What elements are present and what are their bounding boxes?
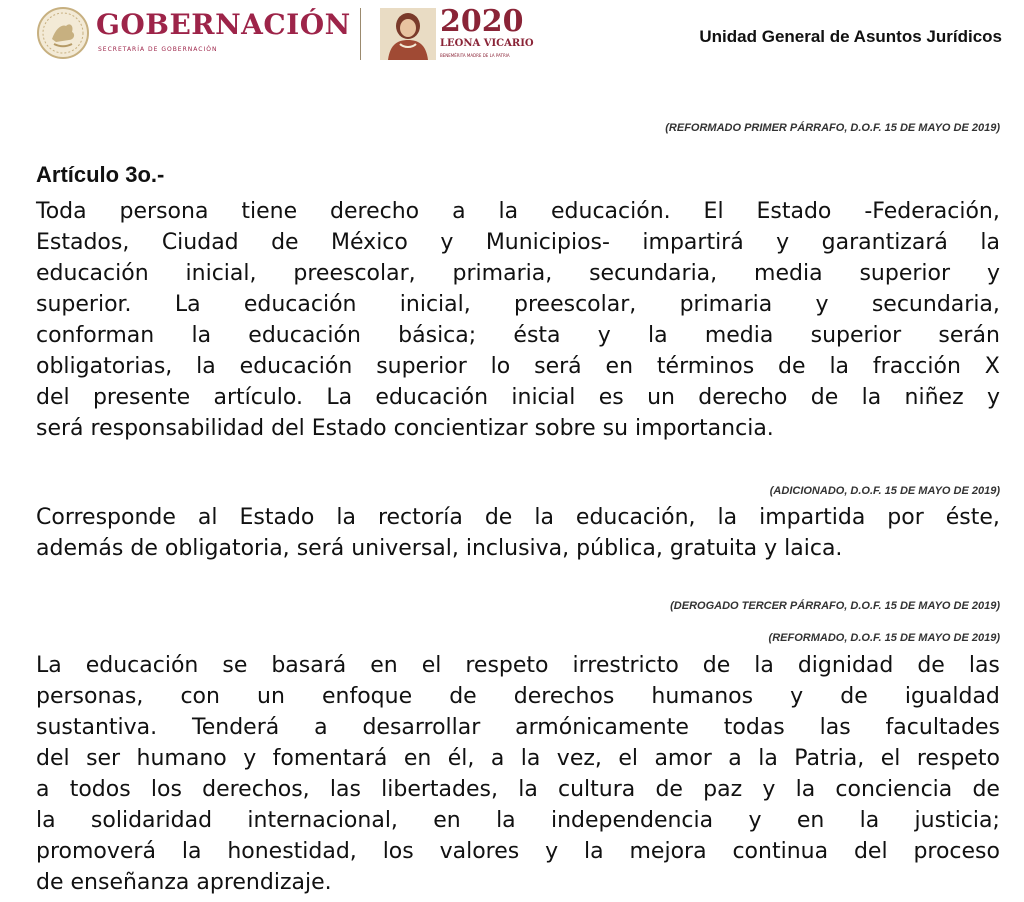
word: de xyxy=(449,684,477,709)
word: de xyxy=(917,653,945,678)
brand-block xyxy=(96,8,351,58)
word: por xyxy=(887,505,924,530)
word: la xyxy=(861,385,882,410)
paragraph-line xyxy=(36,533,1000,564)
word: educación xyxy=(243,292,357,317)
word: internacional, xyxy=(247,808,398,833)
word: -Federación, xyxy=(864,199,1000,224)
word: de xyxy=(810,385,839,410)
word: sobre xyxy=(534,416,596,441)
word: lo xyxy=(490,354,511,379)
word: sustantiva. xyxy=(36,715,158,740)
word: igualdad xyxy=(904,684,1000,709)
word: y xyxy=(986,385,1000,410)
word: importancia. xyxy=(635,416,774,441)
word: inicial, xyxy=(185,261,257,286)
word: al xyxy=(197,505,218,530)
word: a xyxy=(728,746,742,771)
paragraph-line xyxy=(36,227,1000,258)
paragraph-line xyxy=(36,196,1000,227)
word: educación xyxy=(248,323,361,348)
word: a xyxy=(36,777,50,802)
word: persona xyxy=(119,199,209,224)
word: Patria, xyxy=(794,746,865,771)
word: derechos, xyxy=(202,777,310,802)
word: México xyxy=(331,230,408,255)
word: serán xyxy=(938,323,1000,348)
reform-note-first: (REFORMADO PRIMER PÁRRAFO, D.O.F. 15 DE MAYO DE 2019) xyxy=(665,122,1000,134)
word: secundaria, xyxy=(589,261,718,286)
word: secundaria, xyxy=(871,292,1000,317)
word: todas xyxy=(723,715,785,740)
word: obligatorias, xyxy=(36,354,173,379)
word: mejora xyxy=(629,839,707,864)
word: derecho xyxy=(698,385,788,410)
word: educación xyxy=(85,653,199,678)
word: básica; xyxy=(398,323,477,348)
word: dignidad xyxy=(797,653,894,678)
word: desarrollar xyxy=(362,715,481,740)
word: enfoque xyxy=(321,684,413,709)
word: la xyxy=(36,808,56,833)
word: del xyxy=(853,839,888,864)
word: los xyxy=(382,839,414,864)
word: aprendizaje. xyxy=(196,870,332,895)
word: y xyxy=(440,230,454,255)
word: honestidad, xyxy=(227,839,357,864)
word: armónicamente xyxy=(515,715,689,740)
word: enseñanza xyxy=(70,870,190,895)
word: las xyxy=(329,777,361,802)
word: superior. xyxy=(36,292,132,317)
word: promoverá xyxy=(36,839,156,864)
word: laica. xyxy=(784,536,843,561)
word: ser xyxy=(86,746,121,771)
word: de xyxy=(840,684,868,709)
paragraph-line xyxy=(36,413,1000,444)
word: solidaridad xyxy=(90,808,213,833)
word: de xyxy=(36,870,64,895)
word: ésta xyxy=(513,323,561,348)
document-header xyxy=(0,0,1024,80)
word: cultura xyxy=(558,777,636,802)
word: proceso xyxy=(913,839,1000,864)
word: la xyxy=(717,505,738,530)
word: y xyxy=(790,684,804,709)
word: fracción xyxy=(872,354,961,379)
word: media xyxy=(754,261,823,286)
word: obligatoria, xyxy=(164,536,290,561)
word: humanos xyxy=(651,684,754,709)
year-block xyxy=(440,4,550,64)
word: a xyxy=(314,715,328,740)
word: de xyxy=(655,777,683,802)
word: humano xyxy=(136,746,227,771)
word: la xyxy=(648,323,668,348)
word: es xyxy=(598,385,624,410)
word: y xyxy=(776,230,790,255)
brand-subtitle: SECRETARÍA DE GOBERNACIÓN xyxy=(98,46,218,53)
word: justicia; xyxy=(914,808,1000,833)
word: personas, xyxy=(36,684,144,709)
word: la xyxy=(181,839,202,864)
word: concientizar xyxy=(393,416,528,441)
word: primaria xyxy=(679,292,773,317)
word: y xyxy=(243,746,257,771)
word: los xyxy=(150,777,182,802)
national-seal-icon xyxy=(36,6,90,60)
word: y xyxy=(748,808,762,833)
paragraph-line xyxy=(36,681,1000,712)
year-title: 2020 xyxy=(440,4,524,39)
word: facultades xyxy=(885,715,1000,740)
paragraph-line xyxy=(36,867,1000,898)
paragraph-line xyxy=(36,743,1000,774)
word: educación, xyxy=(575,505,696,530)
word: La xyxy=(36,653,62,678)
word: pública, xyxy=(576,536,663,561)
word: de xyxy=(271,230,299,255)
word: a xyxy=(490,746,505,771)
word: paz xyxy=(703,777,743,802)
word: niñez xyxy=(904,385,964,410)
paragraph-line xyxy=(36,836,1000,867)
word: continua xyxy=(732,839,829,864)
paragraph-line xyxy=(36,712,1000,743)
word: del xyxy=(36,746,70,771)
word: el xyxy=(421,653,442,678)
word: la xyxy=(191,323,212,348)
word: independencia xyxy=(550,808,714,833)
word: la xyxy=(518,777,538,802)
word: El xyxy=(703,199,724,224)
word: se xyxy=(222,653,248,678)
word: será xyxy=(534,354,582,379)
word: educación xyxy=(239,354,353,379)
word: impartirá xyxy=(642,230,744,255)
word: un xyxy=(647,385,675,410)
word: fomentará xyxy=(272,746,388,771)
word: será xyxy=(36,416,84,441)
word: la xyxy=(754,653,774,678)
word: en xyxy=(370,653,398,678)
word: la xyxy=(584,839,604,864)
word: a xyxy=(452,199,466,224)
word: inclusiva, xyxy=(465,536,570,561)
word: en xyxy=(796,808,825,833)
added-note: (ADICIONADO, D.O.F. 15 DE MAYO DE 2019) xyxy=(769,485,1000,497)
word: la xyxy=(980,230,1000,255)
word: Estado xyxy=(239,505,315,530)
word: de xyxy=(972,777,1000,802)
word: universal, xyxy=(351,536,459,561)
word: educación. xyxy=(551,199,671,224)
word: primaria, xyxy=(452,261,553,286)
paragraph-line xyxy=(36,351,1000,382)
word: preescolar, xyxy=(293,261,416,286)
word: vez, xyxy=(556,746,602,771)
reformed-note: (REFORMADO, D.O.F. 15 DE MAYO DE 2019) xyxy=(768,632,1000,644)
word: todos xyxy=(69,777,131,802)
word: y xyxy=(597,323,611,348)
word: y xyxy=(545,839,559,864)
word: además xyxy=(36,536,124,561)
word: las xyxy=(968,653,1000,678)
word: en xyxy=(433,808,461,833)
brand-title: GOBERNACIÓN xyxy=(96,8,351,41)
word: Ciudad xyxy=(161,230,239,255)
paragraph-line xyxy=(36,650,1000,681)
word: tiene xyxy=(241,199,298,224)
word: del xyxy=(271,416,305,441)
paragraph-line xyxy=(36,805,1000,836)
word: la xyxy=(520,746,541,771)
paragraph-1 xyxy=(36,196,1000,444)
word: la xyxy=(496,808,516,833)
word: éste, xyxy=(945,505,1000,530)
word: superior xyxy=(859,261,951,286)
word: Estado xyxy=(756,199,832,224)
word: X xyxy=(984,354,1000,379)
word: la xyxy=(534,505,554,530)
paragraph-3 xyxy=(36,650,1000,898)
word: en xyxy=(605,354,634,379)
word: superior xyxy=(810,323,902,348)
unit-title: Unidad General de Asuntos Jurídicos xyxy=(699,27,1002,46)
paragraph-line xyxy=(36,289,1000,320)
word: la xyxy=(795,777,816,802)
word: basará xyxy=(271,653,347,678)
word: conciencia xyxy=(835,777,953,802)
word: Municipios- xyxy=(485,230,610,255)
word: de xyxy=(778,354,806,379)
word: en xyxy=(403,746,432,771)
word: inicial xyxy=(511,385,576,410)
word: responsabilidad xyxy=(90,416,265,441)
word: garantizará xyxy=(821,230,948,255)
word: la xyxy=(829,354,850,379)
paragraph-2 xyxy=(36,502,1000,564)
word: él, xyxy=(447,746,475,771)
word: y xyxy=(762,777,776,802)
word: impartida xyxy=(759,505,866,530)
word: Estados, xyxy=(36,230,130,255)
paragraph-line xyxy=(36,320,1000,351)
word: libertades, xyxy=(381,777,498,802)
word: las xyxy=(819,715,851,740)
word: y xyxy=(815,292,829,317)
leona-vicario-portrait-icon xyxy=(380,8,436,60)
paragraph-line xyxy=(36,774,1000,805)
header-divider xyxy=(360,8,361,60)
word: de xyxy=(484,505,513,530)
word: respeto xyxy=(465,653,549,678)
word: presente xyxy=(92,385,191,410)
word: el xyxy=(618,746,638,771)
word: la xyxy=(859,808,880,833)
word: será xyxy=(296,536,345,561)
word: amor xyxy=(654,746,712,771)
word: con xyxy=(180,684,220,709)
word: la xyxy=(196,354,216,379)
paragraph-line xyxy=(36,382,1000,413)
word: Toda xyxy=(36,199,87,224)
word: de xyxy=(702,653,731,678)
word: rectoría xyxy=(377,505,463,530)
word: su xyxy=(602,416,629,441)
word: derecho xyxy=(330,199,420,224)
word: educación xyxy=(36,261,149,286)
word: Tenderá xyxy=(192,715,280,740)
word: educación xyxy=(375,385,489,410)
year-subtitle: BENEMÉRITA MADRE DE LA PATRIA xyxy=(440,53,510,58)
word: y xyxy=(986,261,1000,286)
word: de xyxy=(130,536,158,561)
year-name: LEONA VICARIO xyxy=(440,38,534,49)
repealed-note: (DEROGADO TERCER PÁRRAFO, D.O.F. 15 DE MAYO DE 2019) xyxy=(670,600,1000,612)
word: artículo. xyxy=(213,385,303,410)
word: conforman xyxy=(36,323,155,348)
word: inicial, xyxy=(399,292,471,317)
word: un xyxy=(257,684,285,709)
word: Corresponde xyxy=(36,505,176,530)
word: derechos xyxy=(513,684,615,709)
word: términos xyxy=(656,354,755,379)
word: preescolar, xyxy=(514,292,637,317)
word: la xyxy=(498,199,519,224)
word: Estado xyxy=(311,416,387,441)
article-title: Artículo 3o.- xyxy=(36,162,165,187)
word: la xyxy=(336,505,356,530)
word: y xyxy=(764,536,778,561)
word: el xyxy=(880,746,901,771)
paragraph-line xyxy=(36,258,1000,289)
word: superior xyxy=(376,354,467,379)
word: La xyxy=(174,292,201,317)
word: valores xyxy=(439,839,520,864)
word: la xyxy=(758,746,778,771)
word: respeto xyxy=(916,746,1000,771)
word: del xyxy=(36,385,70,410)
word: media xyxy=(704,323,774,348)
word: irrestricto xyxy=(572,653,679,678)
paragraph-line xyxy=(36,502,1000,533)
word: La xyxy=(326,385,353,410)
word: gratuita xyxy=(669,536,758,561)
